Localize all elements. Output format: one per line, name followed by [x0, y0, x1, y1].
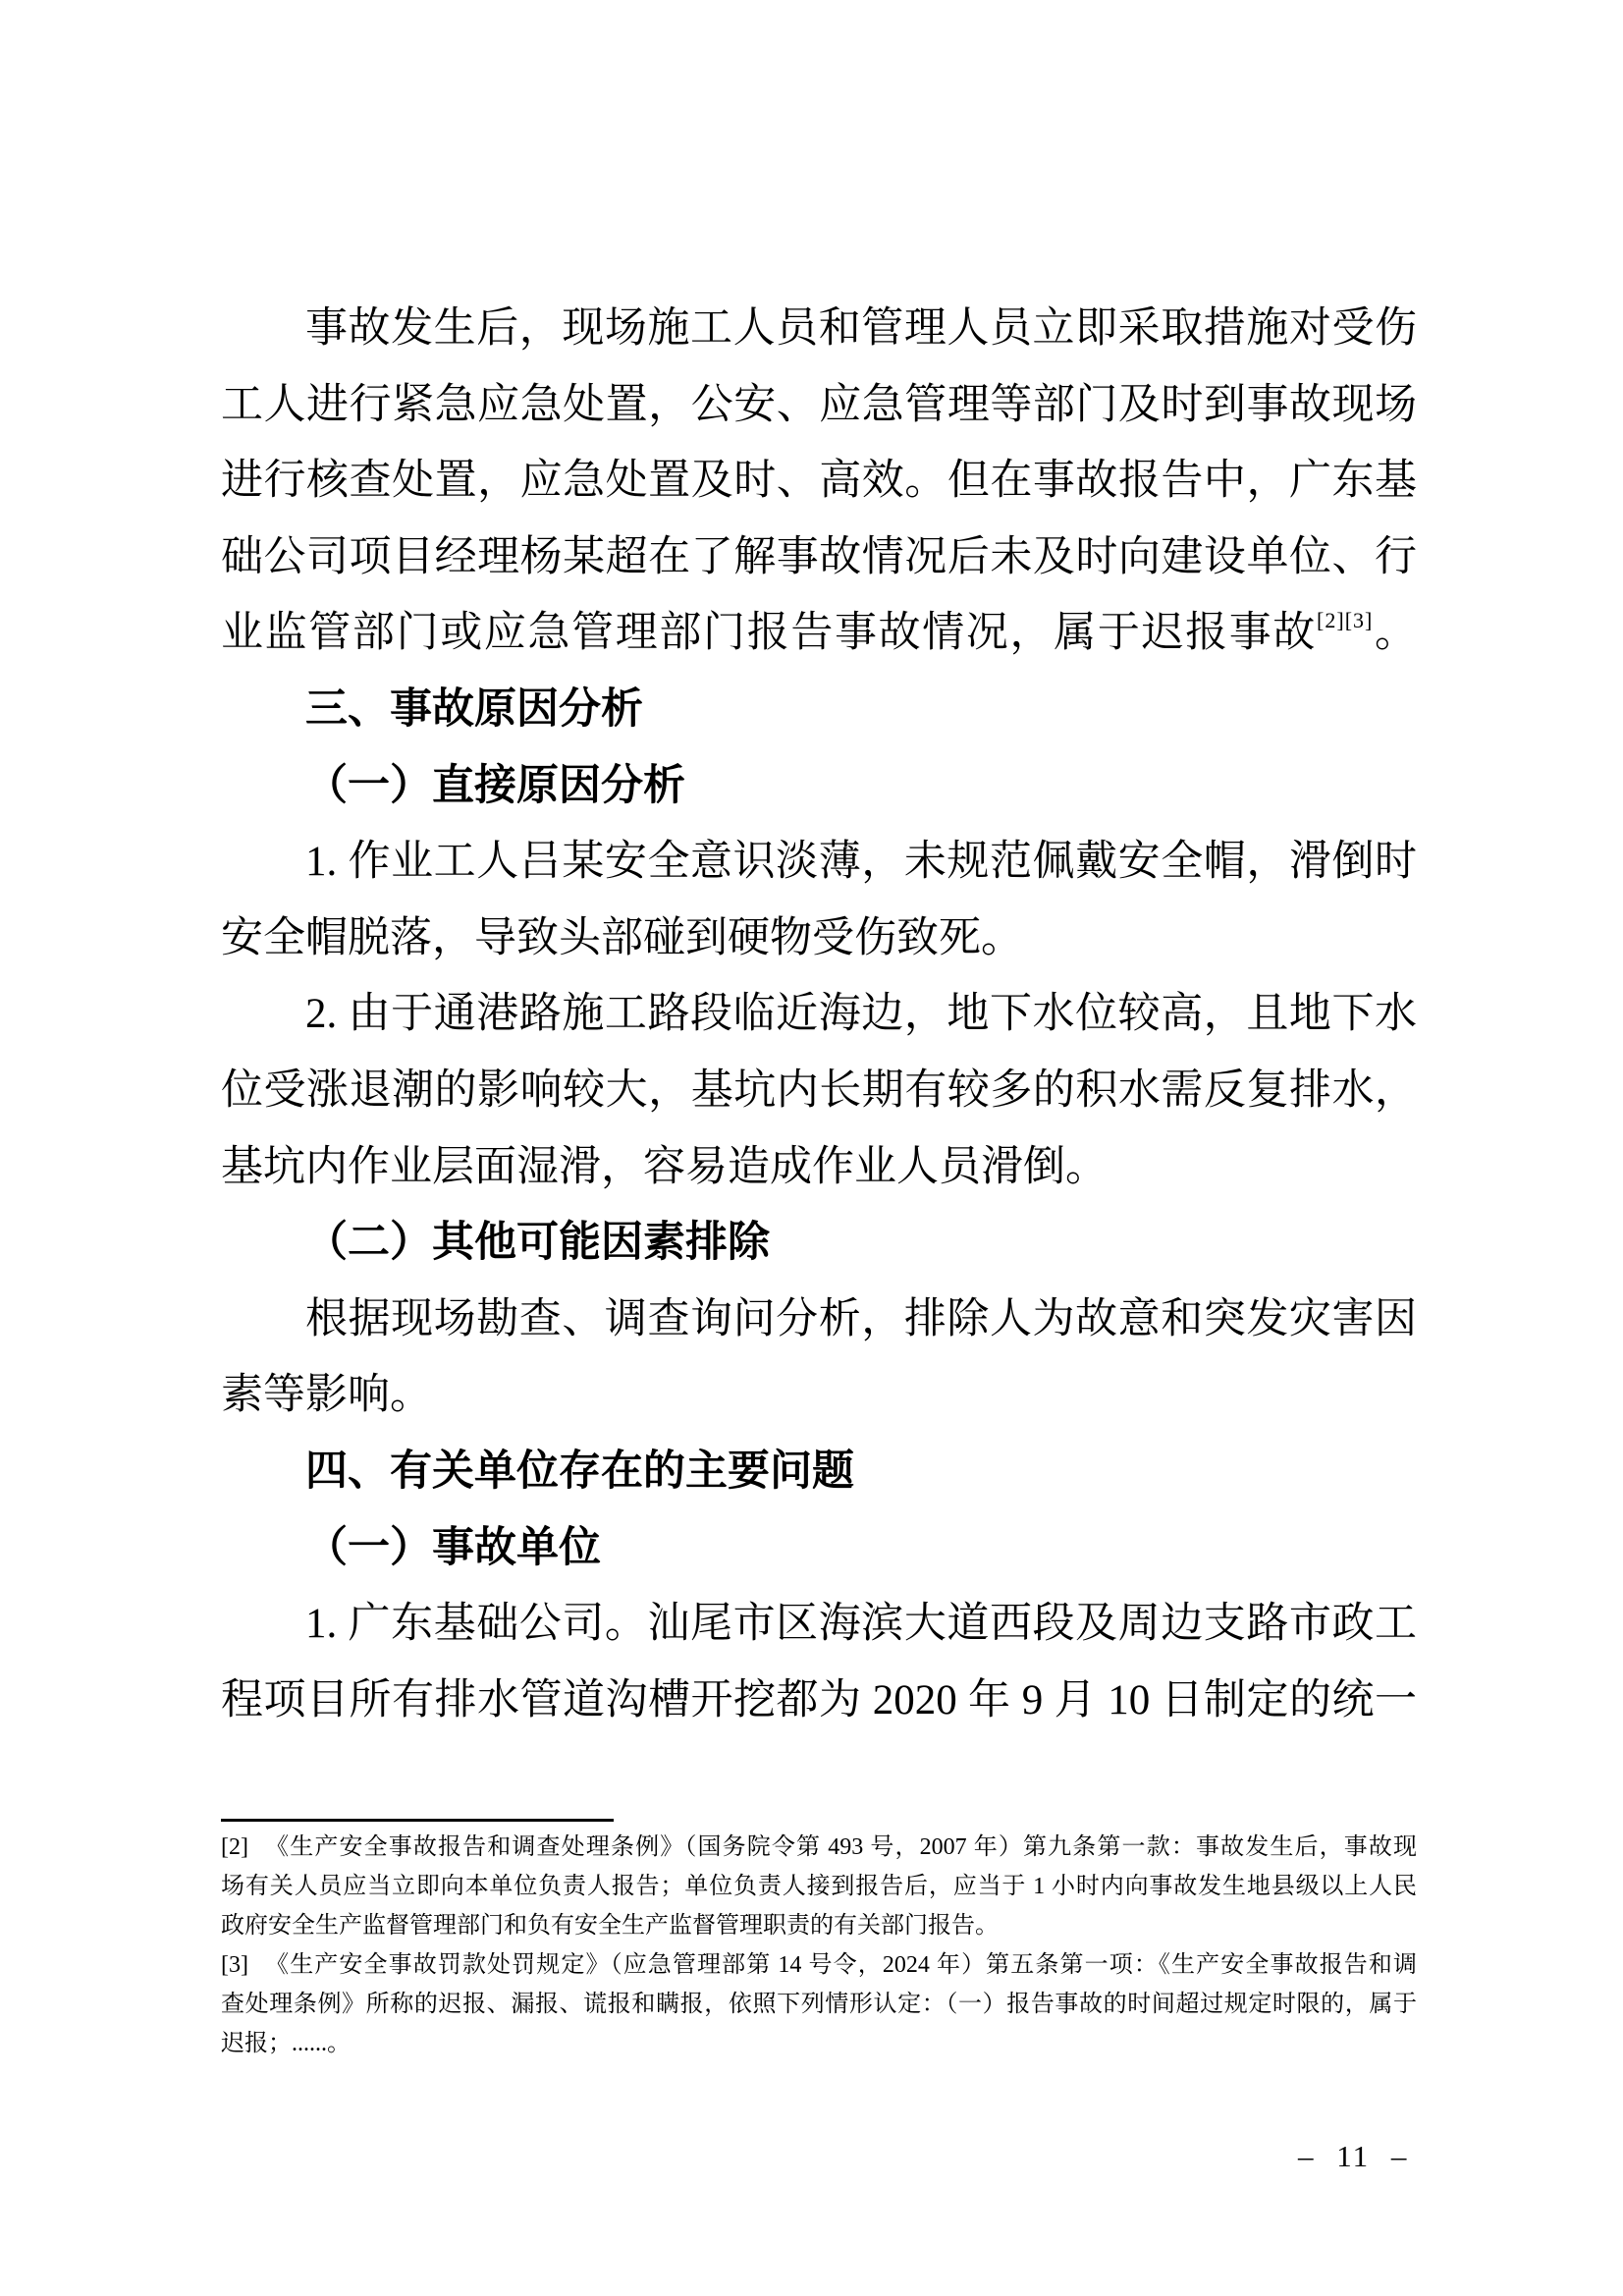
footnote-reference-superscript: [2][3]	[1317, 608, 1374, 633]
body-text-line: 业监管部门或应急管理部门报告事故情况，属于迟报事故[2][3]。	[221, 608, 1418, 657]
footnote-separator-rule	[221, 1819, 614, 1822]
body-text-line: 事故发生后，现场施工人员和管理人员立即采取措施对受伤	[305, 305, 1417, 352]
section-heading	[221, 748, 1417, 825]
section-heading	[221, 672, 1417, 748]
heading-text-line: 三、事故原因分析	[305, 685, 643, 733]
body-text-line: 础公司项目经理杨某超在了解事故情况后未及时向建设单位、行	[221, 533, 1417, 580]
footnote-text-line: 迟报；......。	[221, 2031, 351, 2056]
heading-text-line: （二）其他可能因素排除	[305, 1220, 770, 1267]
body-text-line: 根据现场勘查、调查询问分析，排除人为故意和突发灾害因	[305, 1295, 1417, 1342]
body-text-line: 安全帽脱落，导致头部碰到硬物受伤致死。	[221, 914, 1023, 961]
footnotes	[221, 1828, 1417, 2063]
footnote-marker: [3]	[221, 1952, 248, 1978]
body-text-line: 工人进行紧急应急处置，公安、应急管理等部门及时到事故现场	[221, 381, 1417, 428]
footnote-text-line: [2] 《生产安全事故报告和调查处理条例》（国务院令第 493 号，2007 年）第九条第一款：事故发生后，事故现	[221, 1834, 1417, 1860]
paragraph	[221, 976, 1417, 1205]
footnote-text-line: 场有关人员应当立即向本单位负责人报告；单位负责人接到报告后，应当于 1 小时内向事故发生地县级以上人民	[221, 1874, 1417, 1899]
body-text-line: 1. 作业工人吕某安全意识淡薄，未规范佩戴安全帽，滑倒时	[305, 839, 1417, 886]
footnote-text-line: 政府安全生产监督管理部门和负有安全生产监督管理职责的有关部门报告。	[221, 1913, 999, 1939]
footnote-marker: [2]	[221, 1834, 248, 1860]
section-heading	[221, 1510, 1417, 1587]
heading-text-line: 四、有关单位存在的主要问题	[305, 1448, 854, 1495]
body-text-line: 位受涨退潮的影响较大，基坑内长期有较多的积水需反复排水，	[221, 1066, 1417, 1114]
body-text-line: 进行核查处置，应急处置及时、高效。但在事故报告中，广东基	[221, 458, 1417, 505]
body-text-line: 基坑内作业层面湿滑，容易造成作业人员滑倒。	[221, 1143, 1108, 1190]
heading-text-line: （一）事故单位	[305, 1524, 601, 1571]
body-text-line: 程项目所有排水管道沟槽开挖都为 2020 年 9 月 10 日制定的统一	[221, 1676, 1417, 1723]
body-text-line: 1. 广东基础公司。汕尾市区海滨大道西段及周边支路市政工	[305, 1601, 1417, 1648]
paragraph	[221, 1282, 1417, 1434]
paragraph	[221, 291, 1417, 672]
section-heading	[221, 1434, 1417, 1510]
body-text-line: 素等影响。	[221, 1372, 432, 1419]
paragraph	[221, 824, 1417, 976]
paragraph	[221, 1586, 1417, 1738]
section-heading	[221, 1205, 1417, 1282]
footnote	[221, 1945, 1417, 2063]
page-number: – 11 –	[1298, 2139, 1409, 2173]
footnote-text-line: [3] 《生产安全事故罚款处罚规定》（应急管理部第 14 号令，2024 年）第五条第一项：《生产安全事故报告和调	[221, 1952, 1417, 1978]
footnote-text-line: 查处理条例》所称的迟报、漏报、谎报和瞒报，依照下列情形认定：（一）报告事故的时间超过规定时限的，属于	[221, 1992, 1417, 2017]
body-text-line: 2. 由于通港路施工路段临近海边，地下水位较高，且地下水	[305, 991, 1417, 1038]
footnote	[221, 1828, 1417, 1945]
document-body	[221, 291, 1417, 1738]
heading-text-line: （一）直接原因分析	[305, 762, 685, 809]
